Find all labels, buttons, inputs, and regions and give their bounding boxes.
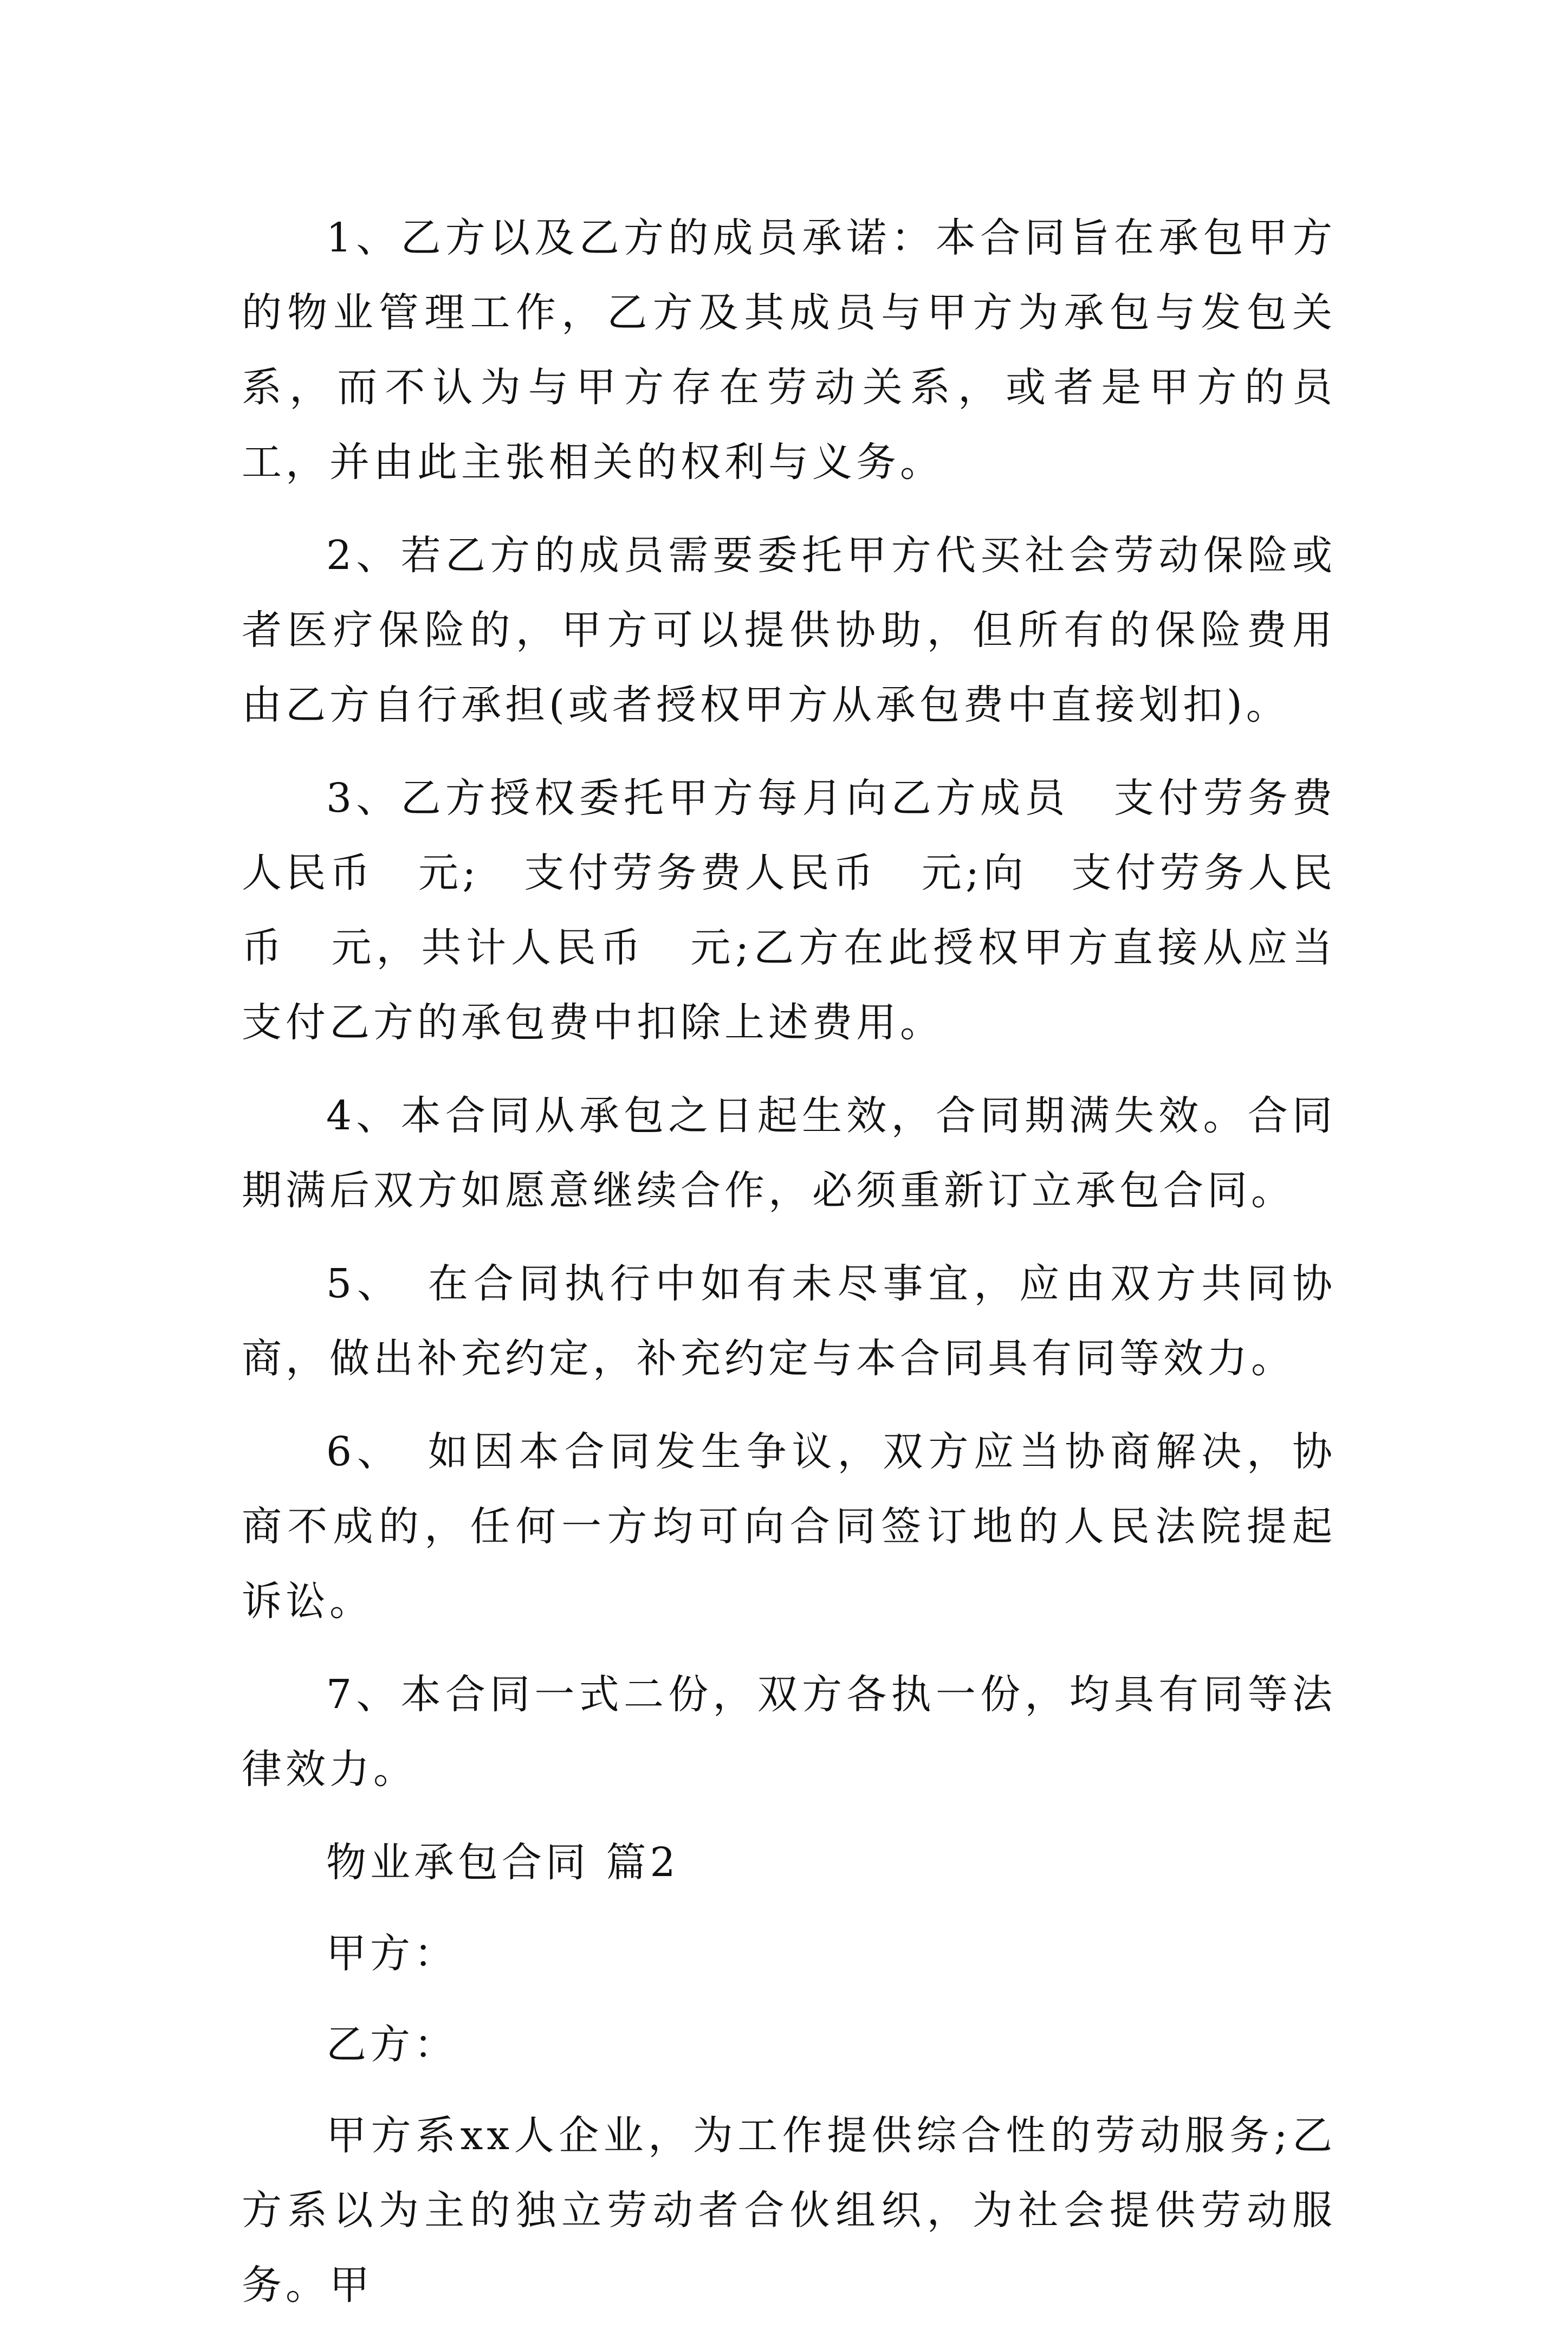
- intro-paragraph: 甲方系xx人企业，为工作提供综合性的劳动服务;乙方系以为主的独立劳动者合伙组织，为社会提供劳动服务。甲: [242, 2112, 1336, 2308]
- clause-7: 7、本合同一式二份，双方各执一份，均具有同等法律效力。: [242, 1671, 1336, 1793]
- clause-1: 1、乙方以及乙方的成员承诺：本合同旨在承包甲方的物业管理工作，乙方及其成员与甲方为承包与发包关系，而不认为与甲方存在劳动关系，或者是甲方的员工，并由此主张相关的权利与义务。: [242, 215, 1336, 486]
- clause-4: 4、本合同从承包之日起生效，合同期满失效。合同期满后双方如愿意继续合作，必须重新订立承包合同。: [242, 1092, 1336, 1214]
- document-page: [242, 201, 1336, 2341]
- clause-2: 2、若乙方的成员需要委托甲方代买社会劳动保险或者医疗保险的，甲方可以提供协助，但所有的保险费用由乙方自行承担(或者授权甲方从承包费中直接划扣)。: [242, 532, 1336, 728]
- clause-5: 5、 在合同执行中如有未尽事宜，应由双方共同协商，做出补充约定，补充约定与本合同具有同等效力。: [242, 1260, 1336, 1382]
- clause-3: 3、乙方授权委托甲方每月向乙方成员 支付劳务费人民币 元; 支付劳务费人民币 元;向 支付劳务人民币 元，共计人民币 元;乙方在此授权甲方直接从应当支付乙方的承包费中扣除上述费用。: [242, 775, 1336, 1046]
- party-a-line: 甲方：: [326, 1930, 458, 1977]
- section-heading: 物业承包合同 篇2: [326, 1839, 679, 1886]
- clause-6: 6、 如因本合同发生争议，双方应当协商解决，协商不成的，任何一方均可向合同签订地的人民法院提起诉讼。: [242, 1428, 1336, 1625]
- party-b-line: 乙方：: [326, 2021, 458, 2068]
